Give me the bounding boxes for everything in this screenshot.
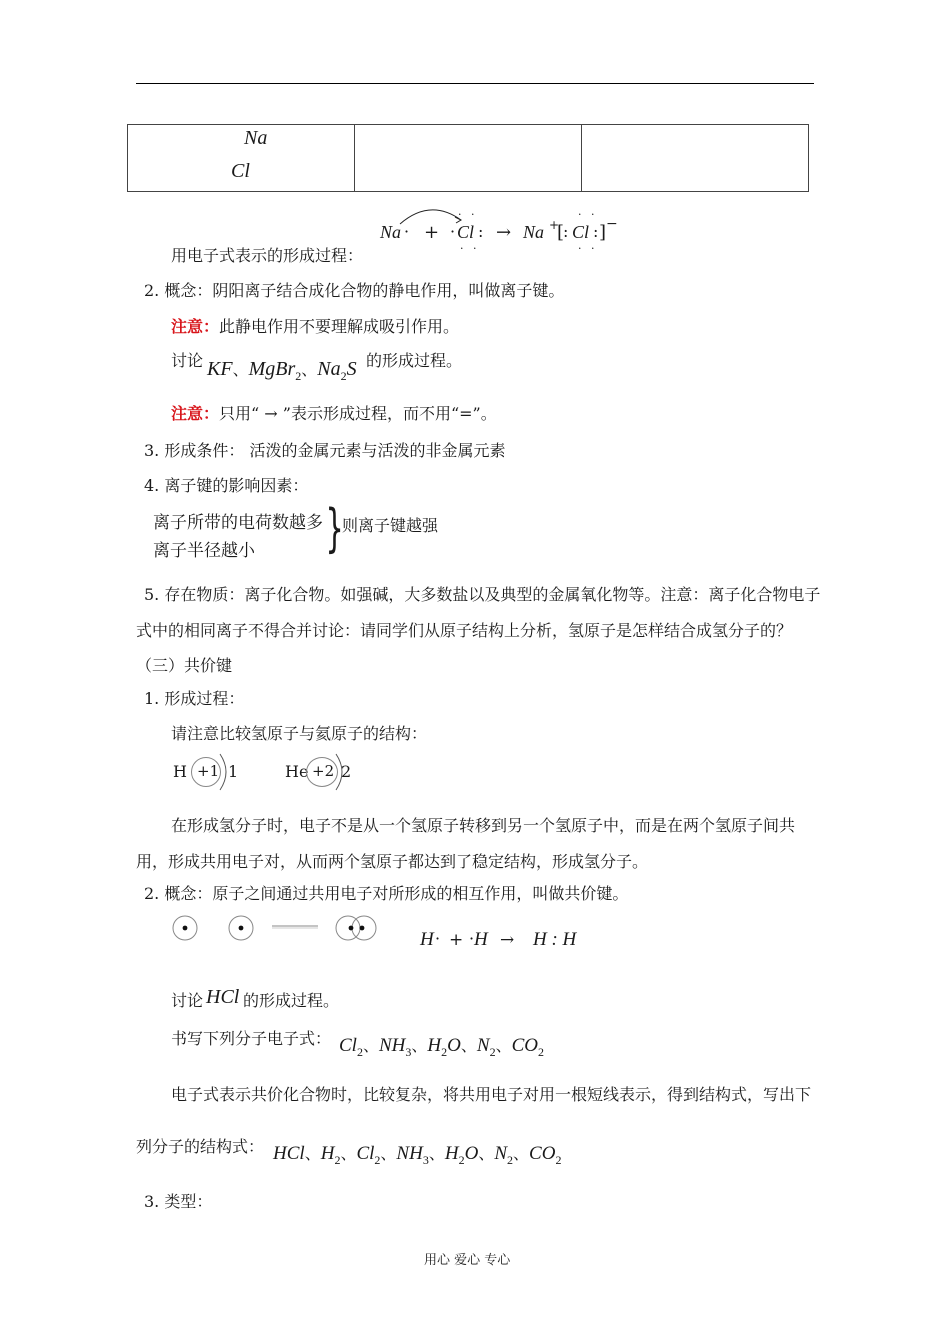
h2-eq-plus: + (449, 930, 464, 950)
eq-bracket-close: ] (599, 222, 607, 243)
note-text: 只用“ → ”表示形成过程，而不用“=”。 (219, 404, 497, 423)
cl-dots-top: · · (458, 208, 478, 221)
cl-dots-bottom: · · (460, 242, 480, 255)
h2-eq-dot1: · (435, 929, 441, 948)
line-covalent-concept: 2. 概念：原子之间通过共用电子对所形成的相互作用，叫做共价键。 (144, 884, 629, 903)
line-existence-2: 式中的相同离子不得合并讨论：请同学们从原子结构上分析，氢原子是怎样结合成氢分子的？ (136, 621, 793, 640)
eq-plus: + (424, 222, 440, 243)
he-symbol: He (285, 762, 309, 781)
factor-conclusion: 则离子键越强 (342, 516, 439, 535)
section-covalent-bond: （三）共价键 (136, 656, 233, 675)
line-formation-condition: 3. 形成条件： 活泼的金属元素与活泼的非金属元素 (144, 441, 506, 460)
discussion-suffix: 的形成过程。 (366, 351, 463, 370)
note-1 (171, 314, 459, 337)
eq-na: Na (380, 222, 402, 242)
header-rule (136, 83, 814, 84)
eq-na-charge: + (549, 218, 560, 232)
line-types: 3. 类型： (144, 1192, 213, 1211)
element-table (127, 124, 809, 192)
cl-dots-right: : (478, 222, 484, 241)
h2-eq-dot2: · (469, 929, 475, 948)
discussion-prefix: 讨论 (171, 351, 204, 370)
table-cell-cl: Cl (231, 160, 250, 182)
formula-list-2: HCl、$H_2$、$Cl_2$、$NH_3$、$H_2O$、$N_2$、$CO_2$ (273, 1143, 562, 1167)
line-influence-factors: 4. 离子键的影响因素： (144, 476, 309, 495)
note-label: 注意： (171, 404, 220, 423)
eq-arrow: → (496, 222, 512, 243)
product-cl-dots-bottom: · · (578, 242, 598, 255)
line-formation-process: 1. 形成过程： (144, 689, 245, 708)
h-nucleus: +1 (197, 762, 220, 780)
eq-cl: Cl (457, 222, 475, 242)
table-cell-empty-1 (355, 125, 582, 192)
factor-charge: 离子所带的电荷数越多 (153, 513, 323, 533)
h-symbol: H (173, 762, 187, 781)
line-structural-formula-1: 电子式表示共价化合物时，比较复杂，将共用电子对用一根短线表示，得到结构式，写出下 (171, 1085, 812, 1104)
product-cl-dots-right: : (593, 222, 599, 241)
note-label: 注意： (171, 317, 220, 336)
page-footer: 用心 爱心 专心 (424, 1253, 511, 1268)
line-h2-formation-2: 用，形成共用电子对，从而两个氢原子都达到了稳定结构，形成氢分子。 (136, 852, 649, 871)
line-electron-formula: 用电子式表示的形成过程： (171, 246, 364, 265)
discussion-hcl-prefix: 讨论 (171, 991, 204, 1010)
h2-eq-product: H : H (533, 929, 577, 950)
line-write-electron-formulas: 书写下列分子电子式： (171, 1029, 332, 1048)
product-cl-dots-left: : (563, 222, 569, 241)
note-text: 此静电作用不要理解成吸引作用。 (219, 317, 460, 336)
formula-list-1: $Cl_2$、$NH_3$、$H_2O$、$N_2$、$CO_2$ (339, 1035, 544, 1059)
h-electrons: 1 (228, 762, 239, 781)
eq-cl-charge: − (606, 216, 618, 232)
table-cell-na: Na (244, 127, 268, 149)
eq-product-cl: Cl (572, 222, 590, 242)
h2-eq-h2: H (474, 929, 488, 950)
brace: } (325, 499, 344, 559)
factor-radius: 离子半径越小 (153, 541, 255, 561)
he-electrons: 2 (341, 762, 352, 781)
formula-kf-list: KF、MgBr$_2$、$Na_2S$ (207, 358, 357, 383)
table-cell-empty-2 (582, 125, 809, 192)
eq-na-dot: · (404, 222, 410, 241)
line-compare-structure: 请注意比较氢原子与氦原子的结构： (171, 724, 428, 743)
eq-bracket-open: [ (557, 222, 565, 243)
product-cl-dots-top: · · (578, 208, 598, 221)
h2-eq-h1: H (420, 929, 434, 950)
h2-formation-diagram (168, 910, 388, 946)
eq-product-na: Na (523, 222, 545, 242)
cl-dot-left: · (450, 222, 456, 241)
table-cell-elements (128, 125, 355, 192)
discussion-hcl-suffix: 的形成过程。 (243, 991, 340, 1010)
h2-eq-arrow: → (500, 930, 515, 950)
discussion-hcl-formula: HCl (206, 986, 240, 1008)
he-nucleus: +2 (312, 762, 335, 780)
line-existence-1: 5. 存在物质：离子化合物。如强碱，大多数盐以及典型的金属氧化物等。注意：离子化合物电子 (144, 585, 821, 604)
line-structural-formula-2: 列分子的结构式： (136, 1137, 265, 1156)
line-h2-formation-1: 在形成氢分子时，电子不是从一个氢原子转移到另一个氢原子中，而是在两个氢原子间共 (171, 816, 796, 835)
note-2 (171, 401, 497, 424)
line-ionic-bond-concept: 2. 概念：阴阳离子结合成化合物的静电作用，叫做离子键。 (144, 281, 565, 300)
